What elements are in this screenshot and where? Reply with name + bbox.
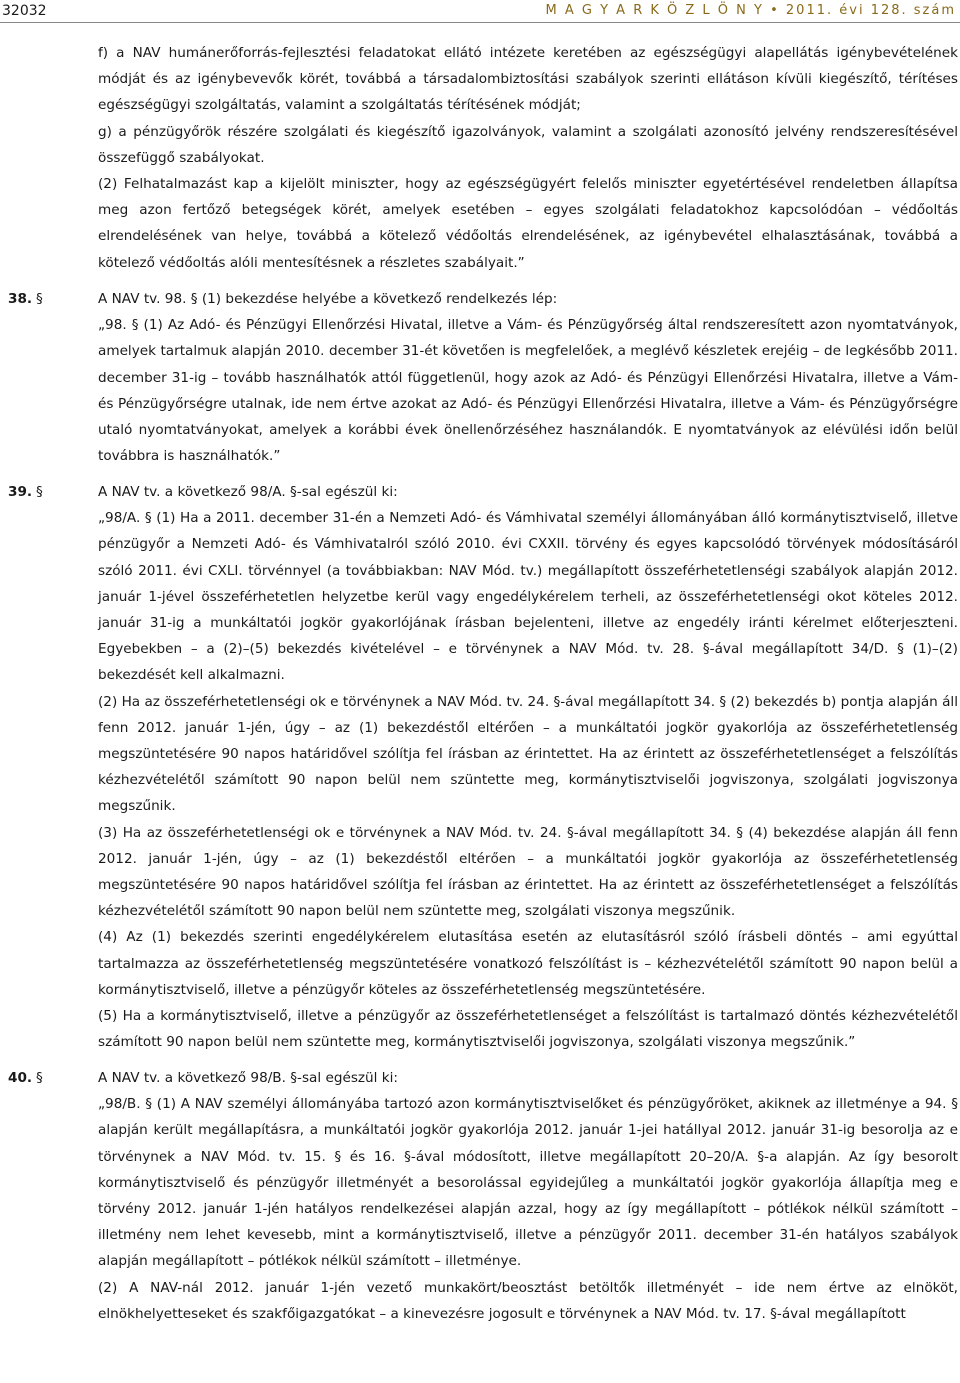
section-heading: A NAV tv. a következő 98/B. §-sal egészül ki: [98,1070,398,1086]
page-header [0,0,960,24]
section-sign: § [36,484,43,500]
paragraph-f: f) a NAV humánerőforrás-fejlesztési feladatokat ellátó intézete keretében az egészségügyi alapellátás igénybevételének módját és az igénybevevők körét, továbbá a társadalombiztosítási szabályok szerinti ellátáson kívüli kiegészítő, térítéses egészségügyi szolgáltatás, valamint a szolgáltatás térítésének módját; [98,45,958,114]
section-body [98,1065,958,1327]
section-number: 40. [8,1070,33,1086]
section-body [98,286,958,469]
running-title: M A G Y A R K Ö Z L Ö N Y • 2011. évi 128. szám [545,3,956,18]
section-number: 39. [8,484,33,500]
paragraph-g: g) a pénzügyőrök részére szolgálati és kiegészítő igazolványok, valamint a szolgálati azonosító jelvény rendszeresítésével összefüggő szabályokat. [98,123,958,166]
section-paragraph: (3) Ha az összeférhetetlenségi ok e törvénynek a NAV Mód. tv. 24. §-ával megállapított 34. § (4) bekezdése alapján áll fenn 2012. január 1-jén, úgy – az (1) bekezdéstől eltérően – a munkáltatói jogkör gyakorlója az összeférhetetlenség megszüntetésére 90 napos határidővel szólítja fel írásban az érintettet. Ha az érintett az összeférhetetlenséget a felszólítás kézhezvételétől számított 90 napon belül nem szüntette meg, szolgálati viszonya megszűnik. [98,824,958,920]
section-body [98,479,958,1055]
paragraph-2: (2) Felhatalmazást kap a kijelölt miniszter, hogy az egészségügyért felelős miniszter egyetértésével rendeletben állapítsa meg azon fertőző betegségek körét, amelyek esetében – egyes szolgálati feladatokhoz kapcsolódóan – védőoltás elrendelésének van helye, továbbá a kötelező védőoltás elrendelésének, az igénybevétel elhalasztásának, továbbá a kötelező védőoltás alóli mentesítésnek a részletes szabályait.” [98,176,958,271]
section-heading: A NAV tv. a következő 98/A. §-sal egészül ki: [98,484,398,500]
section-sign: § [36,1070,43,1086]
section-paragraph: (5) Ha a kormánytisztviselő, illetve a pénzügyőr az összeférhetetlenséget a felszólítást is tartalmazó döntés kézhezvételétől számított 90 napon belül nem szüntette meg, kormánytisztviselői jogviszonya, szolgálati viszonya megszűnik.” [98,1008,958,1051]
section-paragraph: „98. § (1) Az Adó- és Pénzügyi Ellenőrzési Hivatal, illetve a Vám- és Pénzügyőrség által rendszeresített azon nyomtatványok, amelyek tartalmuk alapján 2010. december 31-ét követően is megfelelőek, a meglévő készletek erejéig – de legkésőbb 2011. december 31-ig – tovább használhatók attól függetlenül, hogy azok az Adó- és Pénzügyi Ellenőrzési Hivatalra, illetve a Vám- és Pénzügyőrségre utalnak, ide nem értve azokat az Adó- és Pénzügyi Ellenőrzési Hivatalra, illetve a Vám- és Pénzügyőrségre utaló nyomtatványokat, amelyek a korábbi évek önellenőrzéséhez használandók. E nyomtatványok az elévülési időn belül továbbra is használhatók.” [98,317,958,465]
section-heading: A NAV tv. 98. § (1) bekezdése helyébe a következő rendelkezés lép: [98,291,558,307]
section-paragraph: (2) Ha az összeférhetetlenségi ok e törvénynek a NAV Mód. tv. 24. §-ával megállapított 34. § (2) bekezdés b) pontja alapján áll fenn 2012. január 1-jén, úgy – az (1) bekezdéstől eltérően – a munkáltatói jogkör gyakorlója az összeférhetetlenség megszüntetésére 90 napos határidővel szólítja fel írásban az érintettet. Ha az érintett az összeférhetetlenséget a felszólítás kézhezvételétől számított 90 napon belül nem szüntette meg, kormánytisztviselői jogviszonya, szolgálati jogviszonya megszűnik. [98,693,958,815]
section-paragraph: (4) Az (1) bekezdés szerinti engedélykérelem elutasítása esetén az elutasításról szóló írásbeli döntés – ami egyúttal tartalmazza az összeférhetetlenség megszüntetésére vonatkozó felszólítást is – kézhezvételétől számított 90 napon belül a kormánytisztviselő, illetve a pénzügyőr köteles az összeférhetetlenség megszüntetésére. [98,929,958,998]
header-rule [0,22,960,23]
page-number: 32032 [2,3,47,19]
section-sign: § [36,291,43,307]
section-paragraph: (2) A NAV-nál 2012. január 1-jén vezető munkakört/beosztást betöltők illetményét – ide nem értve az elnököt, elnökhelyetteseket és szakfőigazgatókat – a kinevezésre jogosult e törvénynek a NAV Mód. tv. 17. §-ával megállapított [98,1279,958,1322]
section-number: 38. [8,291,33,307]
section-paragraph: „98/B. § (1) A NAV személyi állományába tartozó azon kormánytisztviselőket és pénzügyőröket, akiknek az illetménye a 94. § alapján került megállapításra, a munkáltatói jogkör gyakorlója 2012. január 1-jei hatállyal 2012. január 31-ig besorolja az e törvénynek a NAV Mód. tv. 15. § és 16. §-ával módosított, illetve megállapított 20–20/A. §-a alapján. Az így besorolt kormánytisztviselő és pénzügyőr illetményét a besorolással egyidejűleg a munkáltatói jogkör gyakorlója állapítja meg e törvény 2012. január 1-jén hatályos rendelkezései alapján azzal, hogy az így megállapított – pótlékok nélkül számított – illetmény nem lehet kevesebb, mint a kormánytisztviselő, illetve a pénzügyőr 2011. december 31-én hatályos szabályok alapján megállapított – pótlékok nélkül számított – illetménye. [98,1096,958,1270]
section-paragraph: „98/A. § (1) Ha a 2011. december 31-én a Nemzeti Adó- és Vámhivatal személyi állományában álló kormánytisztviselő, illetve pénzügyőr a Nemzeti Adó- és Vámhivatalról szóló 2010. évi CXXII. törvény és egyes kapcsolódó törvények módosításáról szóló 2011. évi CXLI. törvénnyel (a továbbiakban: NAV Mód. tv.) megállapított összeférhetetlenségi szabályok alapján 2012. január 1-jével összeférhetetlen helyzetbe kerül vagy engedélykérelem terheli, az összeférhetetlenségi okot köteles 2012. január 31-ig a munkáltatói jogkör gyakorlójának írásban bejelenteni, illetve az engedély iránti kérelmet előterjeszteni. Egyebekben – a (2)–(5) bekezdés kivételével – e törvénynek a NAV Mód. tv. 28. §-ával megállapított 34/D. § (1)–(2) bekezdését kell alkalmazni. [98,510,958,684]
intro-block [98,40,958,276]
